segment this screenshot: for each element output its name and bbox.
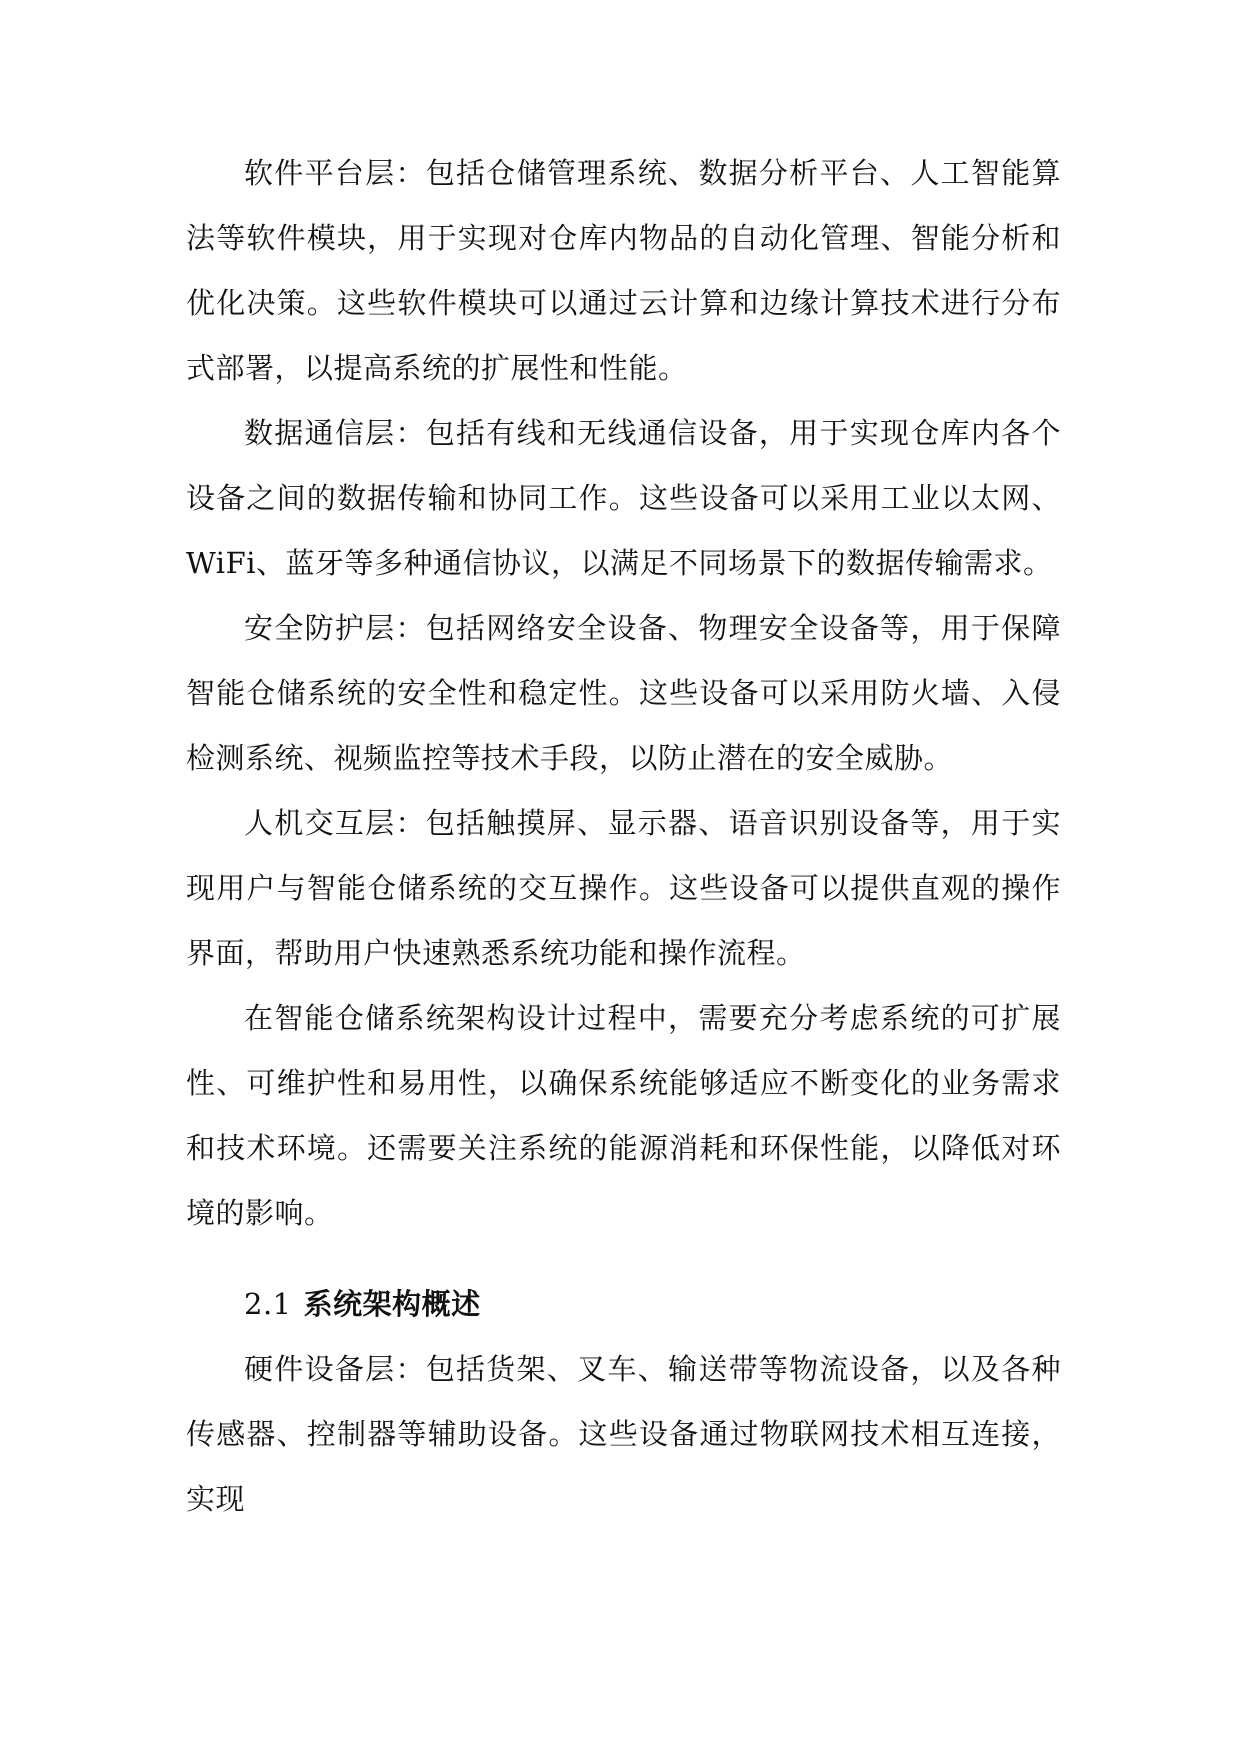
document-body <box>186 141 1061 1532</box>
paragraph-software-platform-layer: 软件平台层：包括仓储管理系统、数据分析平台、人工智能算法等软件模块，用于实现对仓库内物品的自动化管理、智能分析和优化决策。这些软件模块可以通过云计算和边缘计算技术进行分布式部署，以提高系统的扩展性和性能。 <box>186 156 1061 385</box>
paragraph-security-protection-layer: 安全防护层：包括网络安全设备、物理安全设备等，用于保障智能仓储系统的安全性和稳定性。这些设备可以采用防火墙、入侵检测系统、视频监控等技术手段，以防止潜在的安全威胁。 <box>186 611 1061 775</box>
paragraph-hardware-device-layer: 硬件设备层：包括货架、叉车、输送带等物流设备，以及各种传感器、控制器等辅助设备。这些设备通过物联网技术相互连接，实现 <box>186 1352 1061 1516</box>
paragraph-data-communication-layer: 数据通信层：包括有线和无线通信设备，用于实现仓库内各个设备之间的数据传输和协同工作。这些设备可以采用工业以太网、WiFi、蓝牙等多种通信协议，以满足不同场景下的数据传输需求。 <box>186 416 1061 580</box>
paragraph-human-machine-interaction-layer: 人机交互层：包括触摸屏、显示器、语音识别设备等，用于实现用户与智能仓储系统的交互操作。这些设备可以提供直观的操作界面，帮助用户快速熟悉系统功能和操作流程。 <box>186 806 1061 970</box>
section-number: 2.1 <box>244 1287 292 1321</box>
section-title: 系统架构概述 <box>303 1287 481 1321</box>
paragraph-architecture-design-considerations: 在智能仓储系统架构设计过程中，需要充分考虑系统的可扩展性、可维护性和易用性，以确保系统能够适应不断变化的业务需求和技术环境。还需要关注系统的能源消耗和环保性能，以降低对环境的影响。 <box>186 1001 1061 1230</box>
section-heading <box>186 1272 1061 1337</box>
